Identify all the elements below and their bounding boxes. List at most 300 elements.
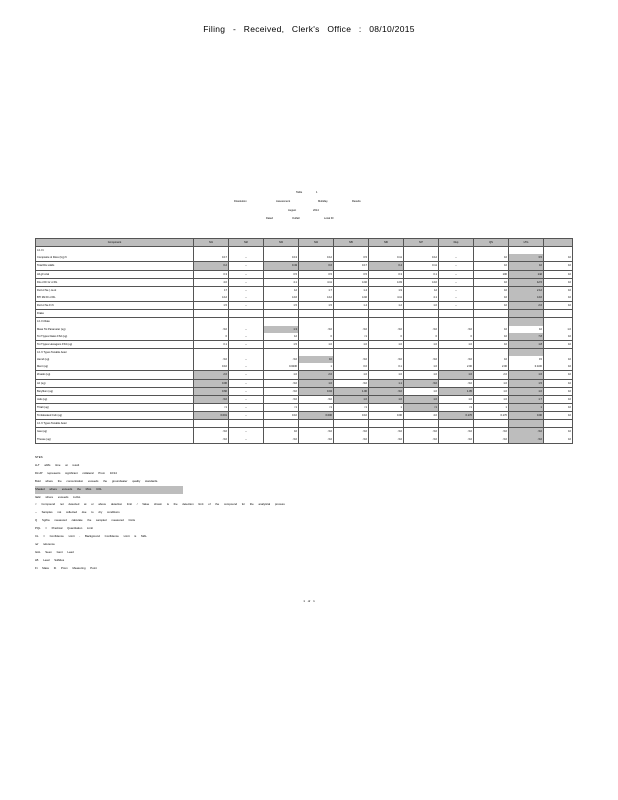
title-word: 1 bbox=[316, 191, 318, 194]
table-cell: 10 bbox=[474, 356, 509, 363]
table-cell: 0 bbox=[299, 333, 334, 341]
table-cell: 1.5 bbox=[299, 302, 334, 310]
table-cell: 0.000 bbox=[299, 412, 334, 420]
table-cell: 10 bbox=[544, 302, 573, 310]
table-cell: 10 bbox=[474, 294, 509, 302]
table-cell bbox=[544, 420, 573, 428]
table-cell bbox=[404, 310, 439, 318]
table-cell: 100 bbox=[474, 270, 509, 278]
table-cell: -- bbox=[229, 286, 264, 294]
table-cell: 10 bbox=[544, 363, 573, 371]
table-row bbox=[36, 371, 573, 379]
row-label: Dvd ol Ne Ft ft bbox=[36, 302, 194, 310]
row-label: Thesse (ug) bbox=[36, 436, 194, 444]
table-cell bbox=[299, 318, 334, 326]
table-cell bbox=[334, 310, 369, 318]
table-cell: 10 bbox=[544, 340, 573, 348]
table-cell: 1.0 bbox=[509, 387, 544, 395]
table-cell: <1 bbox=[299, 403, 334, 411]
table-cell: <10 bbox=[369, 356, 404, 363]
table-cell: 10 bbox=[299, 356, 334, 363]
table-cell: -- bbox=[229, 302, 264, 310]
table-cell: <10 bbox=[509, 428, 544, 436]
table-cell: 1 bbox=[369, 403, 404, 411]
table-cell: <10 bbox=[194, 395, 229, 403]
column-header: M5 bbox=[334, 239, 369, 247]
table-cell: -- bbox=[229, 326, 264, 333]
table-cell: 1.05 bbox=[439, 387, 474, 395]
table-cell: <1 bbox=[439, 403, 474, 411]
table-cell: 1.0 bbox=[439, 371, 474, 379]
note-line: LB Lead Sulfides bbox=[35, 557, 65, 562]
table-cell: -- bbox=[229, 403, 264, 411]
table-cell: -- bbox=[229, 387, 264, 395]
table-cell: 4.12 bbox=[194, 294, 229, 302]
title-word: Local ID bbox=[324, 217, 334, 220]
note-line: Bold where the concentration exceeds the groundwater quality standards. bbox=[35, 478, 159, 483]
column-header bbox=[544, 239, 573, 247]
table-cell bbox=[439, 318, 474, 326]
table-cell: -- bbox=[439, 262, 474, 270]
row-label: All g0 ozal bbox=[36, 270, 194, 278]
table-cell: -- bbox=[439, 278, 474, 286]
row-label: Tot Ttypes Hexagons FS3 (ug) bbox=[36, 340, 194, 348]
table-cell: 2.0 bbox=[474, 371, 509, 379]
table-row bbox=[36, 254, 573, 262]
table-cell bbox=[264, 348, 299, 356]
table-cell: -- bbox=[229, 371, 264, 379]
table-cell: 1 bbox=[474, 403, 509, 411]
table-cell: 0.3 bbox=[194, 270, 229, 278]
table-cell bbox=[509, 318, 544, 326]
table-cell: 10 bbox=[474, 302, 509, 310]
table-cell: 1.5 bbox=[194, 302, 229, 310]
table-row bbox=[36, 420, 573, 428]
table-cell: <10 bbox=[334, 326, 369, 333]
table-cell: 1.6 bbox=[509, 371, 544, 379]
table-cell: 0.4 bbox=[369, 262, 404, 270]
note-line: LLT a/Ms time at result bbox=[35, 462, 80, 467]
table-cell: 1.00 bbox=[334, 387, 369, 395]
table-cell: 10 bbox=[474, 286, 509, 294]
table-cell: 0.60 bbox=[194, 387, 229, 395]
table-cell: 0.17 bbox=[334, 262, 369, 270]
table-cell: 10 bbox=[474, 278, 509, 286]
notes-section bbox=[35, 454, 335, 573]
table-cell: 10 bbox=[544, 286, 573, 294]
table-cell: -- bbox=[439, 270, 474, 278]
table-cell: 10 bbox=[544, 356, 573, 363]
table-row bbox=[36, 428, 573, 436]
row-label: Dvd ol Ne ( ca ol bbox=[36, 286, 194, 294]
table-cell: 1.4 bbox=[334, 302, 369, 310]
table-cell: 0.1 bbox=[369, 363, 404, 371]
table-cell: 4.0 bbox=[404, 412, 439, 420]
table-cell bbox=[544, 310, 573, 318]
table-cell: <1 bbox=[334, 403, 369, 411]
row-label: Beryllium (ug) bbox=[36, 387, 194, 395]
table-cell: 1.0 bbox=[544, 326, 573, 333]
table-row bbox=[36, 379, 573, 387]
row-label: BTI Md Dr ol RL bbox=[36, 294, 194, 302]
table-cell: <10 bbox=[194, 436, 229, 444]
row-label: Dis ol Dr Gr ol RL bbox=[36, 278, 194, 286]
table-cell: <10 bbox=[194, 428, 229, 436]
note-line: CL = Confidence Limit - Background Confidence Limit is MAL bbox=[35, 534, 147, 539]
table-cell bbox=[334, 318, 369, 326]
table-cell: 0.170 bbox=[439, 412, 474, 420]
table-cell: 10 bbox=[544, 403, 573, 411]
table-cell bbox=[369, 247, 404, 255]
table-cell bbox=[439, 420, 474, 428]
table-cell: <10 bbox=[404, 356, 439, 363]
table-cell: 0.170 bbox=[474, 412, 509, 420]
table-cell: 4.02 bbox=[334, 278, 369, 286]
table-cell: -- bbox=[439, 286, 474, 294]
table-cell: -- bbox=[229, 254, 264, 262]
table-cell: 1.0 bbox=[404, 302, 439, 310]
table-cell: 1.0 bbox=[474, 379, 509, 387]
title-word: Multiday bbox=[318, 200, 328, 203]
table-row bbox=[36, 302, 573, 310]
table-cell bbox=[264, 310, 299, 318]
table-cell bbox=[474, 310, 509, 318]
table-cell: <10 bbox=[404, 326, 439, 333]
note-line: -- Samples not collected due to dry conditions bbox=[35, 510, 120, 515]
table-cell: 0.10 bbox=[194, 363, 229, 371]
table-cell: <10 bbox=[439, 326, 474, 333]
table-cell: <1 bbox=[194, 403, 229, 411]
table-cell: 142 bbox=[509, 270, 544, 278]
table-cell: 0.5 bbox=[264, 270, 299, 278]
table-cell: 1.5 bbox=[509, 379, 544, 387]
table-cell bbox=[229, 420, 264, 428]
note-line: GAL Seen Gent Lead bbox=[35, 549, 74, 554]
row-label: Gas (ug) bbox=[36, 428, 194, 436]
table-cell: <10 bbox=[194, 356, 229, 363]
table-cell: 4.02 bbox=[334, 294, 369, 302]
table-cell bbox=[194, 348, 229, 356]
table-cell: 4.12 bbox=[299, 294, 334, 302]
table-cell bbox=[544, 348, 573, 356]
table-cell bbox=[509, 348, 544, 356]
table-cell: <10 bbox=[264, 387, 299, 395]
table-cell bbox=[404, 247, 439, 255]
table-cell: 2.00 bbox=[474, 363, 509, 371]
table-cell bbox=[439, 247, 474, 255]
results-table-body bbox=[36, 239, 573, 444]
table-cell bbox=[474, 420, 509, 428]
table-cell: <10 bbox=[404, 428, 439, 436]
table-cell: -- bbox=[229, 270, 264, 278]
row-label: Hemd (ug) bbox=[36, 356, 194, 363]
table-cell: -- bbox=[229, 395, 264, 403]
table-cell: <10 bbox=[439, 379, 474, 387]
table-cell: 1.0 bbox=[334, 371, 369, 379]
table-cell: 10 bbox=[544, 278, 573, 286]
table-cell bbox=[439, 310, 474, 318]
table-cell bbox=[299, 420, 334, 428]
table-row bbox=[36, 294, 573, 302]
table-cell bbox=[334, 247, 369, 255]
note-line: < Compound not detected at or above detection limit / Value shown is the detection limit of the compound for the analytical process bbox=[35, 502, 285, 507]
table-cell: <10 bbox=[264, 436, 299, 444]
table-cell: 10 bbox=[544, 412, 573, 420]
table-cell bbox=[194, 420, 229, 428]
table-cell: 1.7 bbox=[299, 286, 334, 294]
table-cell: -- bbox=[439, 302, 474, 310]
table-cell bbox=[439, 348, 474, 356]
table-cell: 1.4 bbox=[334, 286, 369, 294]
column-header: M7 bbox=[404, 239, 439, 247]
table-cell: 1.0 bbox=[369, 340, 404, 348]
table-cell: 1.0 bbox=[404, 371, 439, 379]
table-row bbox=[36, 387, 573, 395]
table-cell: 10 bbox=[474, 254, 509, 262]
table-row bbox=[36, 436, 573, 444]
table-cell: 0.2 bbox=[194, 262, 229, 270]
table-cell bbox=[299, 247, 334, 255]
table-cell: 1.3 bbox=[264, 326, 299, 333]
table-row bbox=[36, 262, 573, 270]
table-cell: 1.0 bbox=[334, 395, 369, 403]
column-header: M6 bbox=[369, 239, 404, 247]
table-cell: <10 bbox=[474, 436, 509, 444]
table-cell: 4.10 bbox=[404, 278, 439, 286]
table-cell: -- bbox=[229, 262, 264, 270]
table-cell: 2.6 bbox=[509, 302, 544, 310]
table-cell bbox=[229, 348, 264, 356]
table-cell: 15 bbox=[509, 356, 544, 363]
table-cell: 1.2 bbox=[369, 302, 404, 310]
table-cell bbox=[474, 348, 509, 356]
table-cell: 0.10 bbox=[264, 412, 299, 420]
note-line: Italic where exceeds LHGL bbox=[35, 494, 81, 499]
table-cell: 10 bbox=[474, 262, 509, 270]
row-label: Zinado (ug) bbox=[36, 371, 194, 379]
table-cell bbox=[299, 348, 334, 356]
table-cell: 1.1 bbox=[369, 379, 404, 387]
row-label: 4.1 ft Types Tenable Aster bbox=[36, 420, 194, 428]
table-cell: 10 bbox=[474, 326, 509, 333]
table-row bbox=[36, 348, 573, 356]
table-cell: 2.0 bbox=[194, 371, 229, 379]
table-row bbox=[36, 403, 573, 411]
table-cell: <10 bbox=[369, 428, 404, 436]
table-cell: <1 bbox=[334, 333, 369, 341]
column-header: M2 bbox=[229, 239, 264, 247]
table-cell: -- bbox=[229, 428, 264, 436]
table-cell: 1.0 bbox=[369, 395, 404, 403]
table-cell bbox=[369, 318, 404, 326]
table-cell bbox=[334, 420, 369, 428]
table-cell: <10 bbox=[439, 356, 474, 363]
table-cell: <10 bbox=[404, 436, 439, 444]
table-cell: 1.8 bbox=[509, 340, 544, 348]
table-cell: 7.8 bbox=[509, 333, 544, 341]
table-cell: <10 bbox=[369, 326, 404, 333]
table-cell: 4.1 bbox=[264, 278, 299, 286]
table-cell: -- bbox=[439, 294, 474, 302]
title-word: Table bbox=[296, 191, 303, 194]
table-cell: 0.5 bbox=[334, 254, 369, 262]
table-cell bbox=[369, 348, 404, 356]
table-cell bbox=[404, 318, 439, 326]
table-cell: -- bbox=[229, 379, 264, 387]
table-cell bbox=[474, 318, 509, 326]
note-line: ref reference bbox=[35, 541, 55, 546]
table-row bbox=[36, 395, 573, 403]
table-cell: 0.0 bbox=[334, 363, 369, 371]
row-label: Jafe (ug) bbox=[36, 395, 194, 403]
table-cell: 12.5 bbox=[509, 278, 544, 286]
table-cell: 10 bbox=[544, 428, 573, 436]
table-cell: -- bbox=[229, 278, 264, 286]
table-cell: <10 bbox=[404, 379, 439, 387]
table-cell: 4.16 bbox=[509, 294, 544, 302]
table-cell: 0.06 bbox=[194, 379, 229, 387]
table-cell: <10 bbox=[264, 395, 299, 403]
table-cell: 4.0 bbox=[194, 278, 229, 286]
table-cell bbox=[369, 310, 404, 318]
table-cell: -- bbox=[229, 363, 264, 371]
column-header: M1 bbox=[194, 239, 229, 247]
table-cell: 10 bbox=[544, 254, 573, 262]
table-cell: <10 bbox=[299, 428, 334, 436]
table-cell: 0.00 bbox=[369, 412, 404, 420]
table-cell: 10 bbox=[474, 340, 509, 348]
note-line: NTES: bbox=[35, 455, 44, 459]
table-cell: <10 bbox=[509, 436, 544, 444]
note-line: DLUP represents significant collateral Prom 10/14 bbox=[35, 470, 117, 475]
column-header: LTG bbox=[509, 239, 544, 247]
table-cell: 0.5 bbox=[299, 270, 334, 278]
table-cell: <10 bbox=[334, 428, 369, 436]
column-header: Dup bbox=[439, 239, 474, 247]
table-cell: 10 bbox=[544, 436, 573, 444]
table-cell bbox=[509, 310, 544, 318]
table-row bbox=[36, 286, 573, 294]
table-cell: 2.12 bbox=[509, 286, 544, 294]
table-cell: 1.0 bbox=[404, 363, 439, 371]
table-cell: 0.001 bbox=[194, 412, 229, 420]
title-word: Dissolution bbox=[234, 200, 247, 203]
table-cell: <10 bbox=[369, 436, 404, 444]
table-cell bbox=[369, 420, 404, 428]
table-cell: 0.04 bbox=[299, 387, 334, 395]
note-line: Q Sg/Ka measured calculate the sampled measured limits bbox=[35, 518, 135, 523]
table-cell: 0 bbox=[194, 333, 229, 341]
table-row bbox=[36, 333, 573, 341]
table-cell: 12 bbox=[264, 333, 299, 341]
table-header-row bbox=[36, 239, 573, 247]
table-row bbox=[36, 363, 573, 371]
table-cell: 0.10/0 bbox=[509, 363, 544, 371]
table-cell: -- bbox=[229, 333, 264, 341]
table-cell: <10 bbox=[264, 356, 299, 363]
table-cell: 0.12 bbox=[299, 254, 334, 262]
table-cell: -- bbox=[229, 356, 264, 363]
table-cell: -- bbox=[229, 340, 264, 348]
table-cell: 0.6 bbox=[299, 262, 334, 270]
table-row bbox=[36, 278, 573, 286]
table-cell: 2.00 bbox=[439, 363, 474, 371]
note-line: PQL = Practical Quantitation Limit bbox=[35, 526, 93, 531]
table-cell: <10 bbox=[439, 436, 474, 444]
column-header: M4 bbox=[299, 239, 334, 247]
table-row bbox=[36, 326, 573, 333]
table-cell: 0.3 bbox=[369, 270, 404, 278]
table-cell: 1.0 bbox=[299, 340, 334, 348]
table-cell: 1.0 bbox=[474, 387, 509, 395]
table-cell: 4.1 bbox=[404, 294, 439, 302]
table-cell: 0.17 bbox=[194, 254, 229, 262]
table-cell bbox=[229, 247, 264, 255]
table-cell: 3.5 bbox=[509, 254, 544, 262]
table-cell: -- bbox=[229, 436, 264, 444]
table-cell: 10 bbox=[474, 333, 509, 341]
table-cell: 10 bbox=[544, 387, 573, 395]
table-row bbox=[36, 318, 573, 326]
results-table bbox=[35, 238, 573, 444]
row-label: Tot Elevated Cub (ug) bbox=[36, 412, 194, 420]
column-header: Component bbox=[36, 239, 194, 247]
row-label: Composite ol Ross (Ug) ft bbox=[36, 254, 194, 262]
table-cell: 0.12 bbox=[404, 254, 439, 262]
row-label: Total Dis solids bbox=[36, 262, 194, 270]
row-label: Mass Tot Parameter (ug) bbox=[36, 326, 194, 333]
table-cell: 1.0 bbox=[439, 340, 474, 348]
table-cell: <10 bbox=[299, 395, 334, 403]
page-number: 1 of 1 bbox=[303, 599, 315, 603]
table-cell: 1.0 bbox=[369, 371, 404, 379]
table-row bbox=[36, 310, 573, 318]
table-cell: <10 bbox=[334, 379, 369, 387]
table-cell: 1.0 bbox=[404, 395, 439, 403]
table-cell: <1 bbox=[264, 403, 299, 411]
table-cell: 1.0 bbox=[404, 340, 439, 348]
table-cell bbox=[194, 310, 229, 318]
row-label: Thtalt (ug) bbox=[36, 403, 194, 411]
table-cell: 1 bbox=[509, 403, 544, 411]
table-cell: 4.11 bbox=[299, 278, 334, 286]
table-cell: 4.16 bbox=[264, 294, 299, 302]
table-cell: 1.0 bbox=[439, 395, 474, 403]
table-cell: 10 bbox=[264, 428, 299, 436]
title-word: Dated bbox=[266, 217, 273, 220]
table-cell: 12 bbox=[404, 286, 439, 294]
table-cell: 17 bbox=[194, 286, 229, 294]
table-cell: <10 bbox=[439, 428, 474, 436]
table-cell: 10 bbox=[509, 326, 544, 333]
row-label: Tot Ttypes Dates FS2 (ug) bbox=[36, 333, 194, 341]
table-cell: 2.0 bbox=[299, 371, 334, 379]
table-cell: -- bbox=[229, 412, 264, 420]
table-cell: <10 bbox=[194, 326, 229, 333]
table-cell: <10 bbox=[299, 326, 334, 333]
table-cell: 10 bbox=[544, 371, 573, 379]
table-cell: -- bbox=[439, 254, 474, 262]
table-cell: 0.43 bbox=[264, 262, 299, 270]
table-cell bbox=[229, 310, 264, 318]
table-cell: <10 bbox=[369, 387, 404, 395]
table-cell bbox=[264, 247, 299, 255]
table-cell bbox=[229, 318, 264, 326]
row-label: Ari (ug) bbox=[36, 379, 194, 387]
title-word: August bbox=[288, 209, 297, 212]
table-cell: 10 bbox=[509, 262, 544, 270]
table-cell: <10 bbox=[264, 379, 299, 387]
